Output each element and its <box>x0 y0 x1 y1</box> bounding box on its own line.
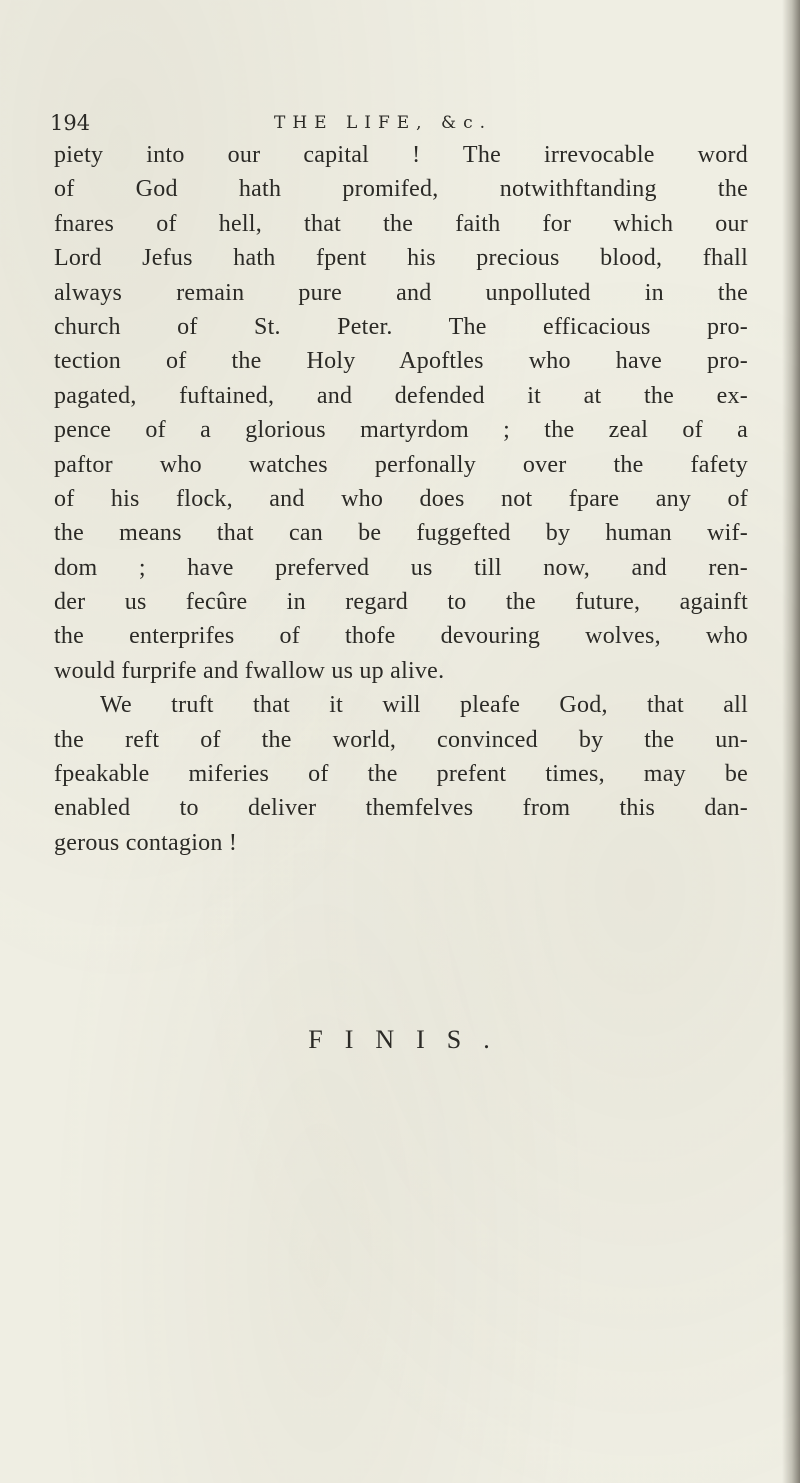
text-line: dom ; have preferved us till now, and ren- <box>54 554 748 581</box>
text-line: the means that can be fuggefted by human wif- <box>54 520 748 547</box>
text-line: piety into our capital ! The irrevocable word <box>54 142 748 168</box>
text-line: Lord Jefus hath fpent his precious blood, fhall <box>54 245 748 272</box>
finis-colophon: FINIS. <box>308 1025 512 1054</box>
text-line: fpeakable miferies of the prefent times, may be <box>54 761 748 788</box>
page-number: 194 <box>50 111 91 135</box>
body-text <box>54 138 748 860</box>
text-line: fnares of hell, that the faith for which our <box>54 210 748 237</box>
running-head <box>50 108 750 138</box>
text-line: paftor who watches perfonally over the fafety <box>54 451 748 478</box>
text-line: always remain pure and unpolluted in the <box>54 279 748 306</box>
page-edge-shadow <box>782 0 800 1483</box>
text-line: would furprife and fwallow us up alive. <box>54 657 445 684</box>
text-line: the reft of the world, convinced by the un- <box>54 726 748 753</box>
paragraph-start-line: We truft that it will pleafe God, that all <box>100 692 748 719</box>
text-line: enabled to deliver themfelves from this dan- <box>54 795 748 822</box>
text-line: pence of a glorious martyrdom ; the zeal of a <box>54 417 748 444</box>
text-line: of God hath promifed, notwithftanding the <box>54 176 748 203</box>
text-line: gerous contagion ! <box>54 829 238 856</box>
text-line: pagated, fuftained, and defended it at the ex- <box>54 382 748 409</box>
text-line: der us fecûre in regard to the future, againft <box>54 589 748 616</box>
text-line: church of St. Peter. The efficacious pro- <box>54 313 748 340</box>
text-line: of his flock, and who does not fpare any of <box>54 485 748 512</box>
text-line: the enterprifes of thofe devouring wolves, who <box>54 623 748 650</box>
running-title: THE LIFE, &c. <box>274 113 493 133</box>
text-line: tection of the Holy Apoftles who have pro- <box>54 348 748 375</box>
